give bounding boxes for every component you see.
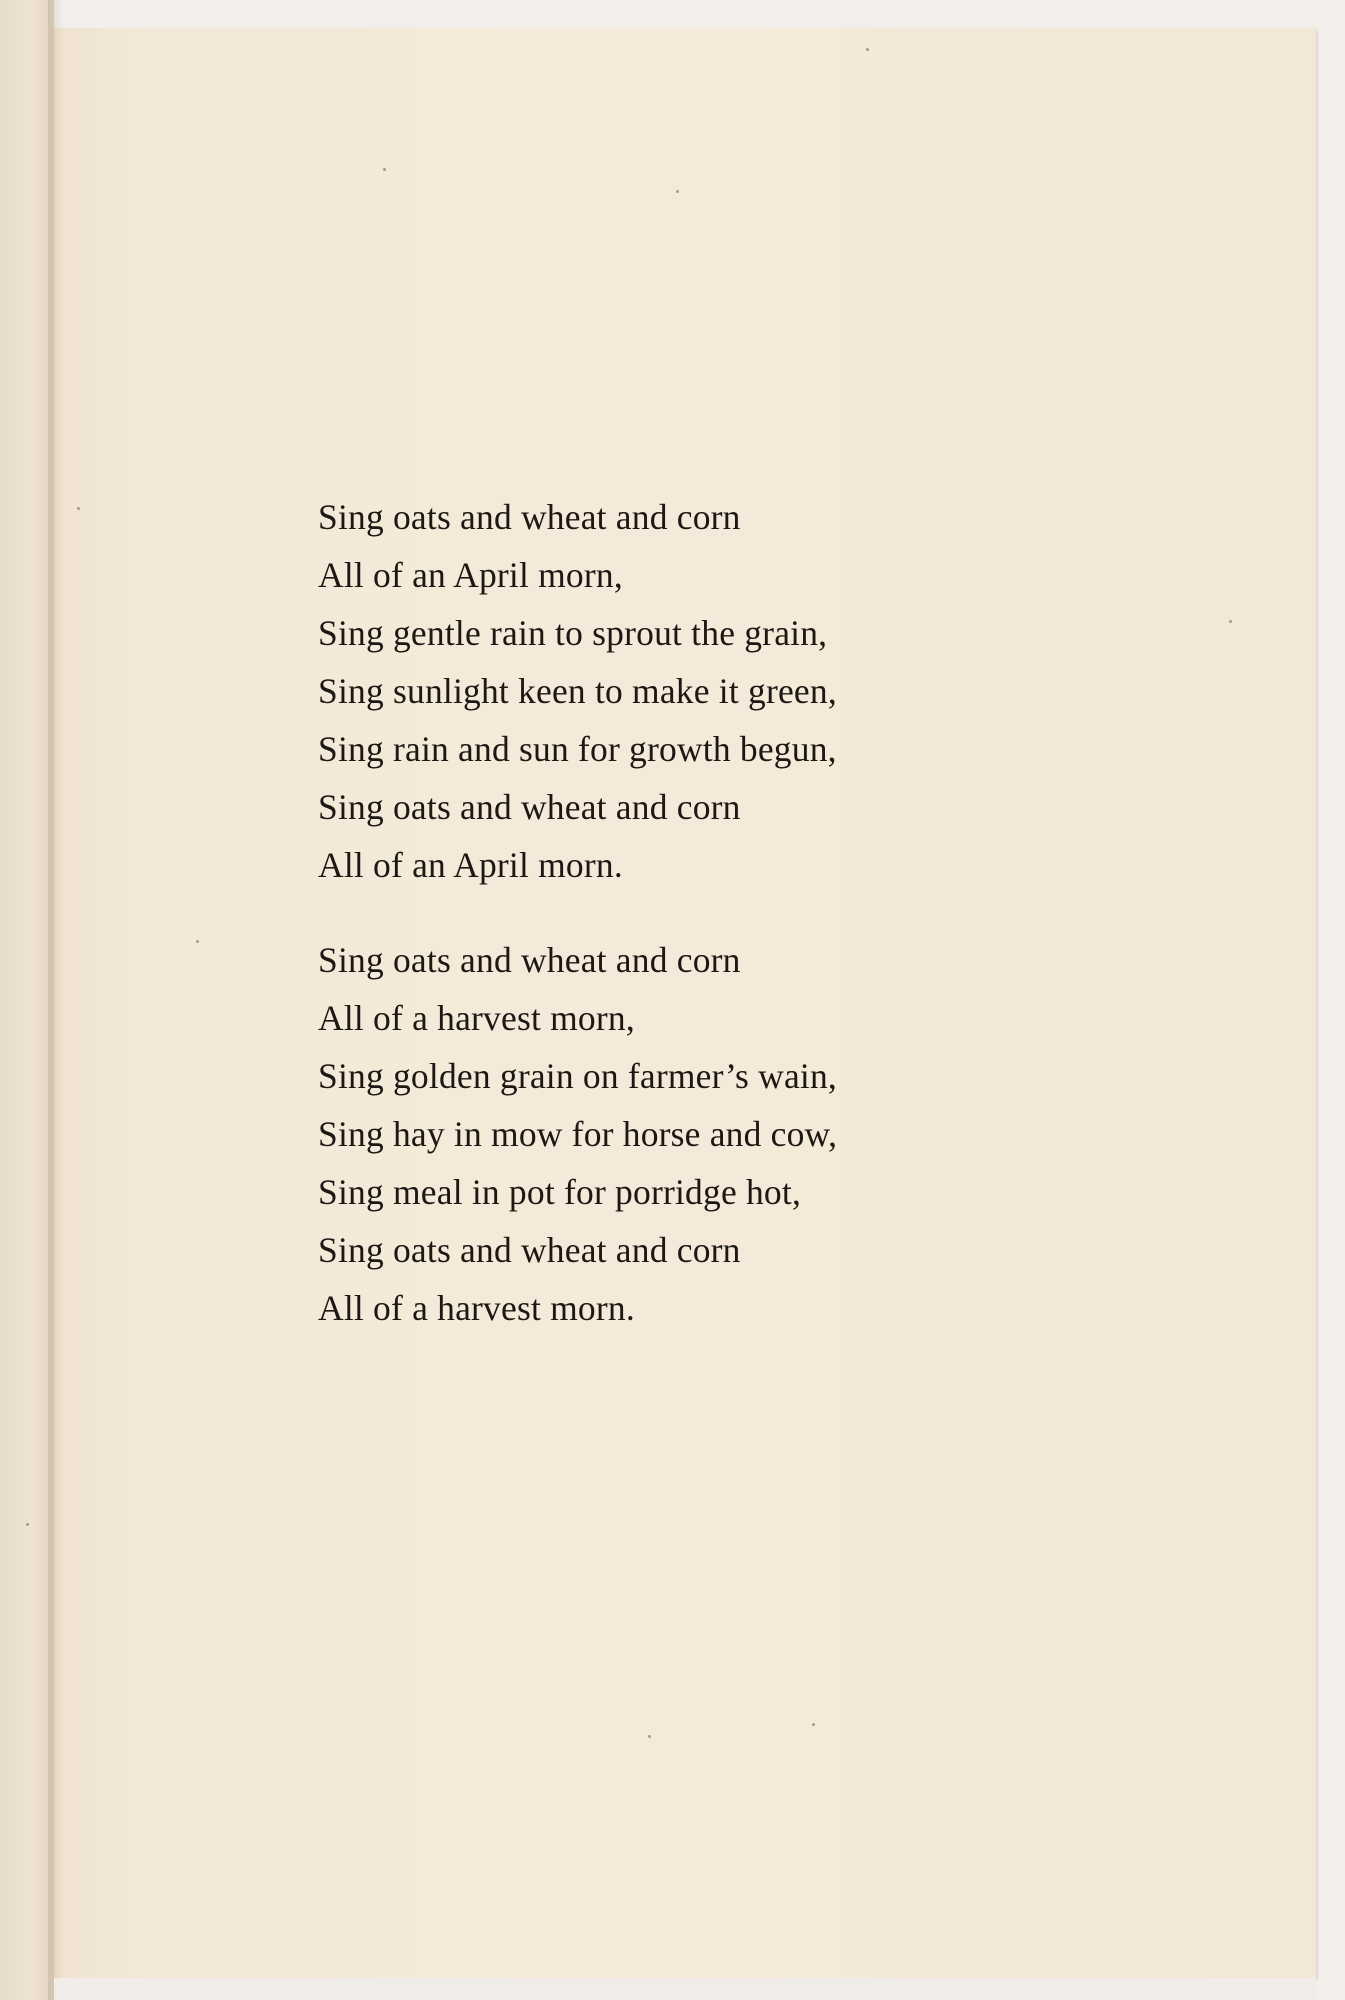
left-page-edge (0, 0, 54, 2000)
poem-line: Sing golden grain on farmer’s wain, (318, 1056, 838, 1096)
poem-line: Sing oats and wheat and corn (318, 787, 741, 827)
paper-speck (1229, 620, 1232, 623)
poem-line: Sing hay in mow for horse and cow, (318, 1114, 838, 1154)
poem-line: Sing meal in pot for porridge hot, (318, 1172, 802, 1212)
paper-speck (648, 1735, 651, 1738)
poem (318, 488, 1218, 1337)
poem-line: All of a harvest morn, (318, 998, 635, 1038)
stanza-april (318, 488, 1218, 894)
paper-speck (676, 190, 679, 193)
poem-line: Sing oats and wheat and corn (318, 497, 741, 537)
poem-line: Sing oats and wheat and corn (318, 1230, 741, 1270)
paper-speck (812, 1723, 815, 1726)
poem-line: Sing oats and wheat and corn (318, 940, 741, 980)
stanza-harvest (318, 931, 1218, 1337)
paper-speck (383, 168, 386, 171)
poem-line: Sing gentle rain to sprout the grain, (318, 613, 828, 653)
paper-speck (196, 940, 199, 943)
poem-line: All of an April morn. (318, 845, 623, 885)
gutter-shadow (48, 0, 64, 2000)
paper-speck (26, 1523, 29, 1526)
poem-line: Sing sunlight keen to make it green, (318, 671, 837, 711)
poem-line: Sing rain and sun for growth begun, (318, 729, 837, 769)
paper-speck (866, 48, 869, 51)
poem-line: All of a harvest morn. (318, 1288, 635, 1328)
background-surface (54, 1978, 1316, 2000)
paper-speck (77, 507, 80, 510)
poem-line: All of an April morn, (318, 555, 623, 595)
